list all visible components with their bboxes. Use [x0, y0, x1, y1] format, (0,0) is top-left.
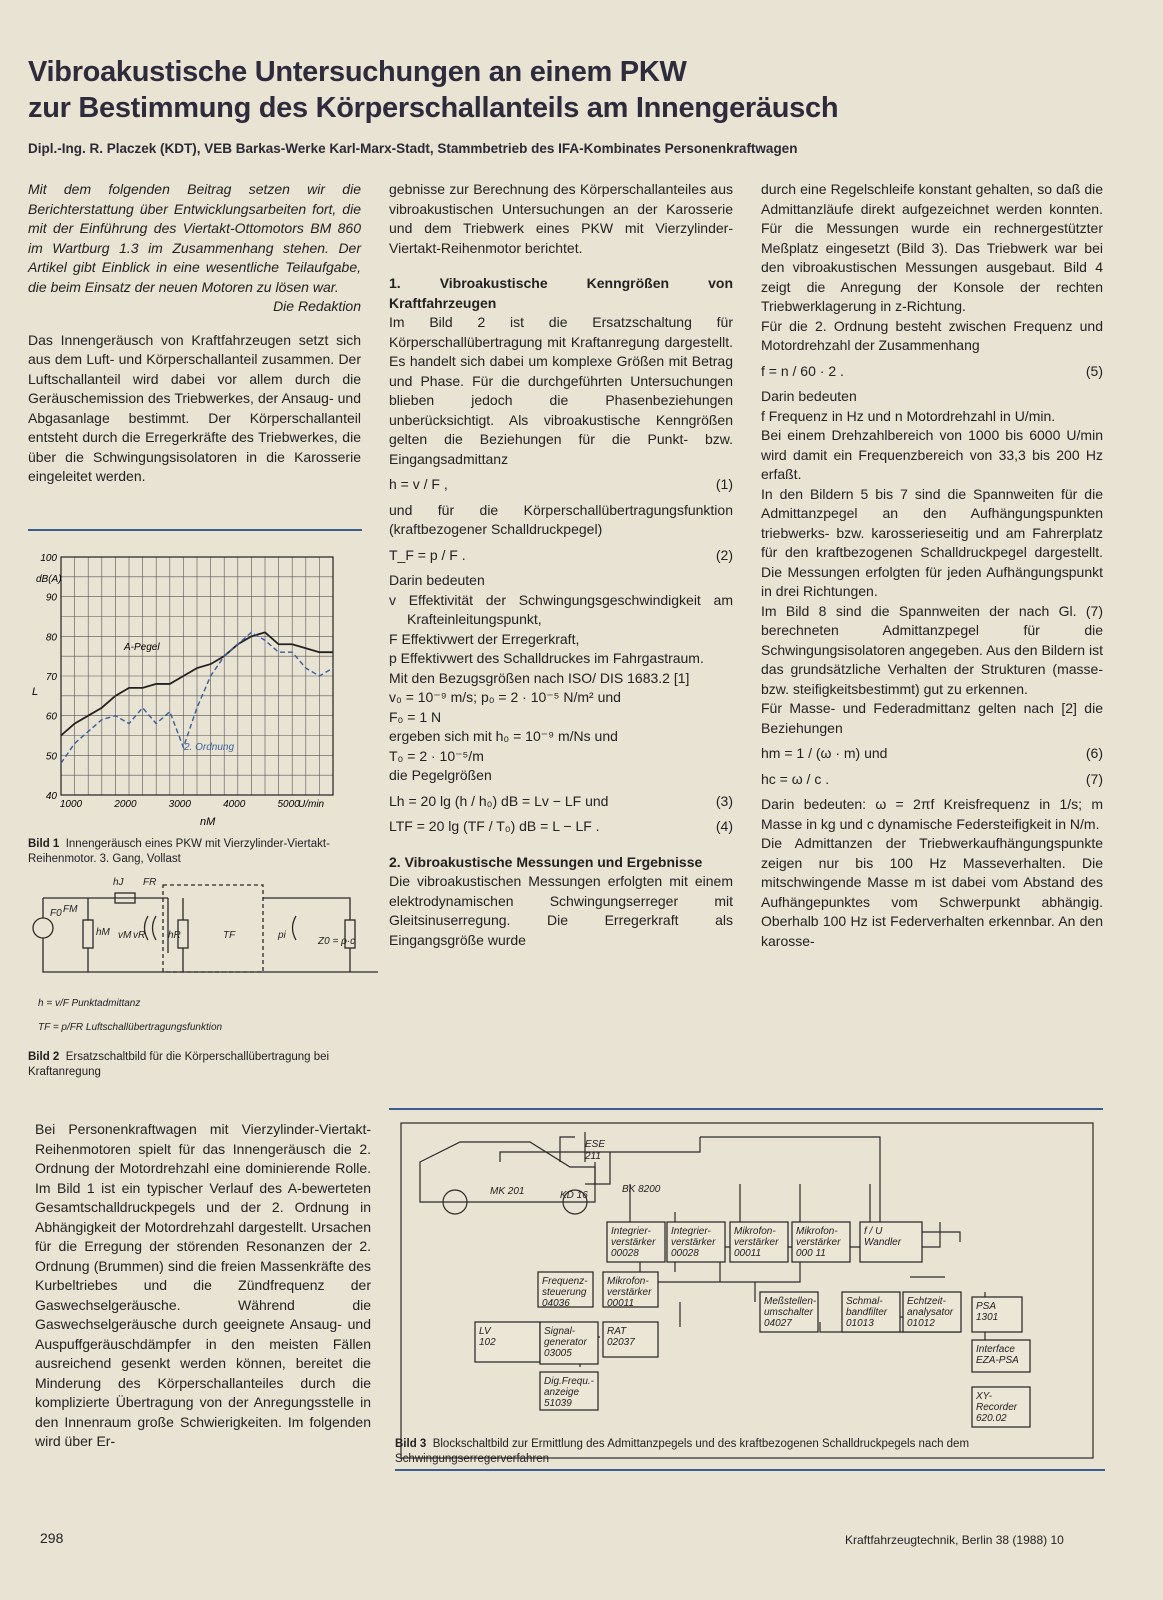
lower-left-text — [35, 1120, 371, 1452]
svg-text:02037: 02037 — [607, 1337, 635, 1348]
equation-4: LTF = 20 lg (TF / T₀) dB = L − LF . (4) — [389, 818, 733, 834]
svg-text:51039: 51039 — [544, 1398, 572, 1409]
svg-text:1301: 1301 — [976, 1312, 999, 1323]
editor-signature: Die Redaktion — [273, 298, 361, 314]
column-1 — [28, 180, 361, 487]
svg-text:verstärker: verstärker — [607, 1287, 652, 1298]
body-paragraph: In den Bildern 5 bis 7 sind die Spannweiten für die Admittanzpegel an den Aufhängungspunkten triebwerks- bzw. karosserieseitig und am Fahrerplatz für den kraftbezogenen Schalldruckpegel dargestellt. Die Messungen erfolgten für jeden Aufhängungspunkt in drei Richtungen. — [761, 485, 1103, 599]
equation-3: Lh = 20 lg (h / h₀) dB = Lv − LF und (3) — [389, 792, 733, 809]
svg-text:verstärker: verstärker — [671, 1237, 716, 1248]
body-paragraph: Das Innengeräusch von Kraftfahrzeugen setzt sich aus dem Luft- und Körperschallanteil zusammen. Der Luftschallanteil wird dabei vor allem durch die Geräuschemission des Triebwerkes, der Ansaug- und Abgasanlage bestimmt. Der Körperschallanteil entsteht durch die Erregerkräfte des Triebwerkes, die über die Schwingungsisolatoren in die Karosserie eingeleitet werden. — [28, 331, 361, 484]
svg-text:04027: 04027 — [764, 1318, 792, 1329]
x-unit-label: U/min — [298, 799, 325, 810]
body-paragraph: Darin bedeuten — [761, 388, 857, 404]
body-paragraph: gebnisse zur Berechnung des Körperschallanteiles aus vibroakustischen Untersuchungen an der Karosserie und dem Triebwerk eines PKW mit Vierzylinder-Viertakt-Reihenmotor berichtet. — [389, 181, 733, 256]
series-label-a-pegel: A-Pegel — [124, 642, 160, 653]
svg-text:EZA-PSA: EZA-PSA — [976, 1355, 1019, 1366]
equation-7: hc = ω / c . (7) — [761, 770, 1103, 787]
svg-text:Schmal-: Schmal- — [846, 1296, 883, 1307]
svg-text:verstärker: verstärker — [611, 1237, 656, 1248]
label-hm: hM — [96, 927, 110, 938]
fig2-caption — [28, 1050, 378, 1080]
body-paragraph: Bei einem Drehzahlbereich von 1000 bis 6000 U/min wird damit ein Frequenzbereich von 33,3 bis 200 Hz erfaßt. — [761, 427, 1103, 482]
svg-text:Mikrofon-: Mikrofon- — [607, 1276, 649, 1287]
block-signal--12 — [540, 1322, 598, 1364]
block-integrier--1 — [667, 1222, 725, 1262]
label-ese-no: 211 — [585, 1151, 601, 1162]
fig1-caption — [28, 837, 373, 867]
fig1-caption-text: Innengeräusch eines PKW mit Vierzylinder-Viertakt-Reihenmotor. 3. Gang, Vollast — [28, 838, 330, 865]
svg-text:RAT: RAT — [607, 1326, 627, 1337]
body-paragraph: Darin bedeuten — [389, 572, 485, 588]
fig2-caption-text: Ersatzschaltbild für die Körperschallübertragung bei Kraftanregung — [28, 1051, 330, 1078]
reference-value: die Pegelgrößen — [389, 767, 492, 783]
y-tick-label: 60 — [45, 711, 57, 723]
body-paragraph: Mit den Bezugsgrößen nach ISO/ DIS 1683.2 [1] — [389, 669, 690, 686]
x-symbol-label: nM — [200, 816, 216, 828]
svg-text:umschalter: umschalter — [764, 1307, 813, 1318]
legend-t: TF = p/FR Luftschallübertragungsfunktion — [38, 1022, 223, 1033]
body-paragraph: Im Bild 2 ist die Ersatzschaltung für Körperschallübertragung mit Kraftanregung dargestellt. Es handelt sich dabei um komplexe Größen mit Betrag und Phase. Für die durchgeführten Untersuchungen blieben jedoch die Phasenbeziehungen unberücksichtigt. Als vibroakustische Kenngrößen gelten die Beziehungen für die Punkt- bzw. Eingangsadmittanz — [389, 314, 733, 467]
definition: p Effektivwert des Schalldruckes im Fahrgastraum. — [389, 650, 704, 666]
svg-text:03005: 03005 — [544, 1348, 572, 1359]
fig2-caption-label: Bild 2 — [28, 1051, 60, 1063]
svg-text:f / U: f / U — [864, 1226, 883, 1237]
svg-text:04036: 04036 — [542, 1298, 570, 1309]
svg-text:01012: 01012 — [907, 1318, 935, 1329]
y-tick-label: 40 — [45, 791, 57, 802]
block-interface-14 — [972, 1340, 1030, 1372]
svg-text:generator: generator — [544, 1337, 587, 1348]
fig1-chart — [28, 545, 368, 835]
fig3-caption-label: Bild 3 — [395, 1438, 427, 1450]
definition: f Frequenz in Hz und n Motordrehzahl in U/min. — [761, 407, 1056, 424]
svg-text:Dig.Frequ.-: Dig.Frequ.- — [544, 1376, 595, 1387]
svg-text:anzeige: anzeige — [544, 1387, 580, 1398]
svg-text:XY-: XY- — [976, 1391, 992, 1402]
svg-text:Recorder: Recorder — [976, 1402, 1018, 1413]
label-pi: pi — [278, 930, 286, 941]
fig2-circuit — [28, 868, 378, 1048]
svg-text:Integrier-: Integrier- — [611, 1226, 651, 1237]
x-tick-label: 5000 — [277, 799, 300, 810]
label-ese: ESE — [585, 1139, 606, 1150]
label-hj: hJ — [113, 877, 124, 888]
svg-text:00028: 00028 — [611, 1248, 639, 1259]
page-number: 298 — [40, 1530, 64, 1546]
x-tick-label: 3000 — [168, 799, 191, 810]
divider — [395, 1469, 1105, 1471]
body-paragraph: Im Bild 8 sind die Spannweiten der nach Gl. (7) berechneten Admittanzpegel für die Schwingungsisolatoren angegeben. Aus den Bildern ist das grundsätzliche Verhalten der Strukturen (masse- bzw. steifigkeitsbestimmt) gut zu erkennen. — [761, 602, 1103, 697]
svg-text:LV: LV — [479, 1326, 491, 1337]
x-tick-label: 2000 — [114, 799, 137, 810]
definition: F Effektivwert der Erregerkraft, — [389, 630, 580, 647]
section-heading-2: 2. Vibroakustische Messungen und Ergebnisse — [389, 853, 703, 870]
title-line-1: Vibroakustische Untersuchungen an einem PKW — [28, 56, 687, 88]
svg-text:Mikrofon-: Mikrofon- — [796, 1226, 838, 1237]
label-tf: TF — [223, 930, 236, 941]
y-tick-label: 80 — [45, 632, 57, 644]
fig3-caption — [395, 1437, 1085, 1467]
section-heading-1: 1. Vibroakustische Kenngrößen von Kraftfahrzeugen — [389, 275, 733, 311]
reference-value: F₀ = 1 N — [389, 708, 442, 725]
label-kd: KD 16 — [560, 1190, 588, 1201]
column-3 — [761, 180, 1103, 951]
x-tick-label: 1000 — [59, 799, 83, 810]
equation-2: T_F = p / F . (2) — [389, 546, 733, 563]
svg-text:steuerung: steuerung — [542, 1287, 587, 1298]
block-mikrofon--6 — [603, 1272, 658, 1309]
svg-text:verstärker: verstärker — [734, 1237, 779, 1248]
svg-text:00011: 00011 — [734, 1248, 762, 1259]
reference-value: v₀ = 10⁻⁹ m/s; p₀ = 2 · 10⁻⁵ N/m² und — [389, 689, 621, 705]
svg-text:bandfilter: bandfilter — [846, 1307, 888, 1318]
block-mikrofon--2 — [730, 1222, 788, 1262]
block-psa-10 — [972, 1297, 1022, 1332]
block-schmal--8 — [842, 1292, 900, 1332]
body-paragraph: durch eine Regelschleife konstant gehalten, so daß die Admittanzläufe direkt aufgezeichnet werden konnten. Für die Messungen wurde ein rechnergestützter Meßplatz eingesetzt (Bild 3). Das Triebwerk war bei den vibroakustischen Messungen ausgebaut. Bild 4 zeigt die Anregung der Konsole der rechten Triebwerklagerung in z-Richtung. — [761, 181, 1103, 314]
svg-text:Integrier-: Integrier- — [671, 1226, 711, 1237]
svg-text:000 11: 000 11 — [796, 1248, 826, 1259]
svg-text:620.02: 620.02 — [976, 1413, 1007, 1424]
block-mikrofon--3 — [792, 1222, 850, 1262]
label-vm: vM — [118, 930, 132, 941]
y-tick-label: 70 — [45, 672, 57, 683]
label-vr: vR — [133, 930, 146, 941]
label-fm: FM — [63, 904, 78, 915]
body-paragraph: Für Masse- und Federadmittanz gelten nach [2] die Beziehungen — [761, 700, 1103, 736]
fig1-caption-label: Bild 1 — [28, 838, 60, 850]
y-tick-label: 90 — [45, 592, 57, 604]
intro-text: Mit dem folgenden Beitrag setzen wir die Berichterstattung über Entwicklungsarbeiten fort, die mit der Einführung des Viertakt-Ottomotors BM 860 im Wartburg 1.3 im Zusammenhang stehen. Der Artikel gibt Einblick in eine wesentliche Teilaufgabe, die beim Einsatz der neuen Motoren zu lösen war. — [28, 181, 361, 295]
block-echtzeit--9 — [903, 1292, 961, 1332]
body-paragraph: Bei Personenkraftwagen mit Vierzylinder-Viertakt-Reihenmotoren spielt für das Innengeräusch die 2. Ordnung der Motordrehzahl eine dominierende Rolle. Im Bild 1 ist ein typischer Verlauf des A-bewerteten Gesamtschalldruckpegels und der 2. Ordnung in Abhängigkeit der Motordrehzahl dargestellt. Ursachen für die Erregung der störenden Resonanzen der 2. Ordnung (Brummen) sind die freien Massenkräfte des Kurbeltriebes und die Zündfrequenz der Gaswechselgeräusche. Während die Gaswechselgeräusche durch geeignete Ansaug- und Auspuffgeräuschdämpfer in den meisten Fällen ausreichend gesenkt werden können, bereitet die Minderung des Körperschallanteiles durch die komplizierte Übertragung von der Anregungsstelle in den Innenraum große Schwierigkeiten. Im folgenden wird über Er- — [35, 1121, 371, 1449]
label-z0: Z0 = ρ·c — [318, 936, 356, 947]
svg-text:Echtzeit-: Echtzeit- — [907, 1296, 946, 1307]
title-line-2: zur Bestimmung des Körperschallanteils am Innengeräusch — [28, 92, 839, 124]
x-tick-label: 4000 — [223, 799, 246, 810]
reference-value: T₀ = 2 · 10⁻⁵/m — [389, 747, 484, 764]
equation-1: h = v / F , (1) — [389, 476, 733, 492]
svg-text:analysator: analysator — [907, 1307, 954, 1318]
label-f0: F0 — [50, 908, 62, 919]
body-paragraph: Für die 2. Ordnung besteht zwischen Frequenz und Motordrehzahl der Zusammenhang — [761, 317, 1103, 353]
svg-text:Meßstellen-: Meßstellen- — [764, 1296, 817, 1307]
svg-text:verstärker: verstärker — [796, 1237, 841, 1248]
series-label-2-ordnung: 2. Ordnung — [184, 742, 235, 753]
body-paragraph: Die Admittanzen der Triebwerkaufhängungspunkte zeigen nur bis 100 Hz Masseverhalten. Die mitschwingende Masse m ist dabei vom Abstand des Aufhängepunktes vom Schwerpunkt abhängig. Oberhalb 100 Hz ist Federverhalten erkennbar. An den karosse- — [761, 835, 1103, 949]
divider — [28, 529, 362, 531]
body-paragraph: Die vibroakustischen Messungen erfolgten mit einem elektrodynamischen Schwingungserreger mit Gleitsinuserregung. Die Erregerkraft als Eingangsgröße wurde — [389, 873, 733, 948]
fig3-caption-text: Blockschaltbild zur Ermittlung des Admittanzpegels und des kraftbezogenen Schalldruckpegels nach dem Schwingungserregerverfahren — [395, 1438, 970, 1465]
svg-text:01013: 01013 — [846, 1318, 874, 1329]
block-me-stellen--7 — [760, 1292, 818, 1332]
block-lv-11 — [475, 1322, 540, 1362]
svg-text:102: 102 — [479, 1337, 496, 1348]
body-paragraph: und für die Körperschallübertragungsfunktion (kraftbezogener Schalldruckpegel) — [389, 501, 733, 537]
block-dig-frequ--15 — [540, 1372, 598, 1410]
block-f-u-4 — [860, 1222, 922, 1262]
force-source-icon — [33, 918, 53, 938]
chart-grid — [61, 557, 333, 795]
reference-value: ergeben sich mit h₀ = 10⁻⁹ m/Ns und — [389, 728, 618, 744]
fig3-block-diagram — [400, 1122, 1100, 1462]
block-integrier--0 — [607, 1222, 665, 1262]
svg-text:Interface: Interface — [976, 1344, 1015, 1355]
svg-text:PSA: PSA — [976, 1301, 997, 1312]
author-line: Dipl.-Ing. R. Placzek (KDT), VEB Barkas-Werke Karl-Marx-Stadt, Stammbetrieb des IFA-Kombinates Personenkraftwagen — [28, 141, 798, 156]
legend-h: h = v/F Punktadmittanz — [38, 998, 141, 1009]
svg-text:Frequenz-: Frequenz- — [542, 1276, 588, 1287]
block-xy--16 — [972, 1387, 1030, 1427]
equation-6: hm = 1 / (ω · m) und (6) — [761, 745, 1103, 761]
label-hr: hR — [168, 930, 181, 941]
column-2 — [389, 180, 733, 950]
equation-5: f = n / 60 · 2 . (5) — [761, 362, 1103, 379]
y-symbol-label: L — [32, 686, 39, 698]
svg-text:Signal-: Signal- — [544, 1326, 576, 1337]
body-paragraph: Darin bedeuten: ω = 2πf Kreisfrequenz in 1/s; m Masse in kg und c dynamische Federsteifigkeit in N/m. — [761, 796, 1103, 832]
svg-text:Wandler: Wandler — [864, 1237, 902, 1248]
block-rat-13 — [603, 1322, 658, 1357]
label-mk: MK 201 — [490, 1186, 525, 1197]
journal-name: Kraftfahrzeugtechnik, Berlin 38 (1988) 10 — [845, 1533, 1064, 1547]
definition: v Effektivität der Schwingungsgeschwindigkeit am Krafteinleitungspunkt, — [389, 591, 733, 627]
svg-text:00011: 00011 — [607, 1298, 635, 1309]
label-bk: BK 8200 — [622, 1184, 661, 1195]
svg-text:00028: 00028 — [671, 1248, 699, 1259]
svg-text:Mikrofon-: Mikrofon- — [734, 1226, 776, 1237]
diagram-blocks — [475, 1222, 1030, 1427]
label-fr: FR — [143, 877, 157, 888]
chart-ticks — [40, 553, 300, 810]
y-unit-label: dB(A) — [36, 574, 62, 585]
block-frequenz--5 — [538, 1272, 593, 1309]
y-tick-label: 100 — [40, 553, 57, 564]
divider — [389, 1108, 1103, 1110]
y-tick-label: 50 — [45, 751, 57, 763]
